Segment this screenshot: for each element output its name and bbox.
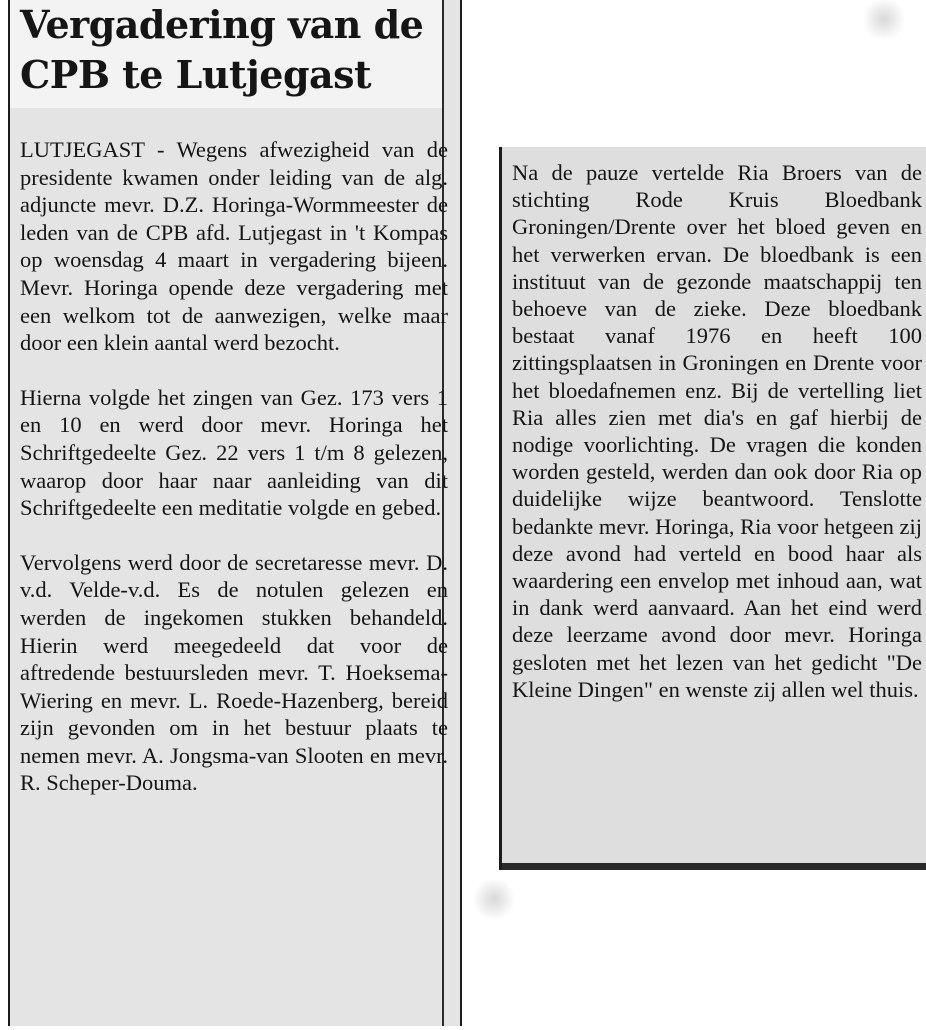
paper-speck <box>470 880 518 918</box>
column-bottom-rule <box>502 863 926 870</box>
headline-line-2: CPB te Lutjegast <box>20 52 372 97</box>
paragraph-bloodbank: Na de pauze vertelde Ria Broers van de stichting Rode Kruis Bloedbank Groningen/Drente over het bloed geven en het verwerken ervan. De bloedbank is een instituut van de gezonde maatschappij ten behoeve van de zieke. Deze bloedbank bestaat vanaf 1976 en heeft 100 zittingsplaatsen in Groningen en Drente voor het bloedafnemen enz. Bij de vertelling liet Ria alles zien met dia's en gaf hierbij de nodige voorlichting. De vragen die konden worden gesteld, werden dan ook door Ria op duidelijke wijze beantwoord. Tenslotte bedankte mevr. Horinga, Ria voor hetgeen zij deze avond had verteld en bood haar als waardering een envelop met inhoud aan, wat in dank werd aanvaard. Aan het eind werd deze leerzame avond door mevr. Horinga gesloten met het lezen van het gedicht "De Kleine Dingen" en wenste zij allen wel thuis. <box>512 160 922 702</box>
paragraph-secretary: Vervolgens werd door de secretaresse mevr. D. v.d. Velde-v.d. Es de notulen gelezen en werden de ingekomen stukken behandeld. Hierin werd meegedeeld dat voor de aftredende bestuursleden mevr. T. Hoeksema-Wiering en mevr. L. Roede-Hazenberg, bereid zijn gevonden om in het bestuur plaats te nemen mevr. A. Jongsma-van Slooten en mevr. R. Scheper-Douma. <box>20 549 448 796</box>
headline-line-1: Vergadering van de <box>20 2 424 47</box>
clipping-right-column <box>499 147 926 870</box>
paragraph-hymn: Hierna volgde het zingen van Gez. 173 vers 1 en 10 en werd door mevr. Horinga het Schriftgedeelte Gez. 22 vers 1 t/m 8 gelezen, waarop door haar naar aanleiding van dit Schriftgedeelte een meditatie volgde en gebed. <box>20 384 448 521</box>
article-body-left <box>20 136 448 824</box>
article-body-right <box>512 159 922 703</box>
paper-speck <box>860 0 908 38</box>
clipping-left-column <box>8 0 462 1026</box>
paragraph-opening: LUTJEGAST - Wegens afwezigheid van de presidente kwamen onder leiding van de alg. adjuncte mevr. D.Z. Horinga-Wormmeester de leden van de CPB afd. Lutjegast in 't Kompas op woensdag 4 maart in vergadering bijeen. Mevr. Horinga opende deze vergadering met een welkom tot de aanwezigen, welke maar door een klein aantal werd bezocht. <box>20 137 448 356</box>
article-headline <box>20 0 440 100</box>
